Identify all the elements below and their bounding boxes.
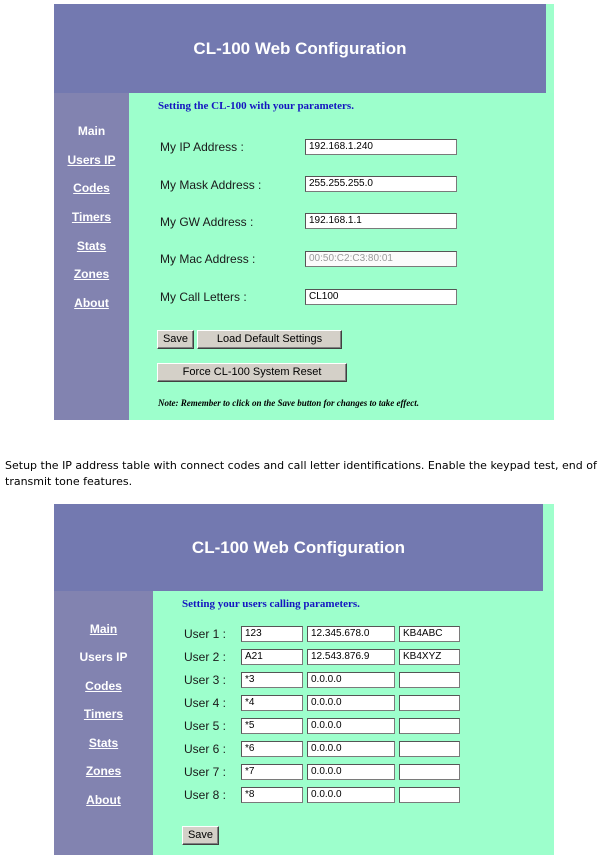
user-4-ip-input[interactable]: 0.0.0.0: [307, 695, 395, 711]
config-panel-main: [54, 4, 554, 420]
page-title: CL-100 Web Configuration: [193, 38, 407, 58]
nav-link-stats[interactable]: Stats: [76, 239, 107, 253]
page-header: [54, 504, 543, 591]
nav-link-timers[interactable]: Timers: [83, 707, 124, 721]
user-8-ip-input[interactable]: 0.0.0.0: [307, 787, 395, 803]
user-6-code-input[interactable]: *6: [241, 741, 303, 757]
user-5-call-input[interactable]: [399, 718, 460, 734]
nav-link-codes[interactable]: Codes: [73, 181, 110, 195]
section-heading: Setting the CL-100 with your parameters.: [158, 100, 354, 112]
nav-item-main: Main: [77, 124, 106, 138]
user-6-label: User 6 :: [184, 742, 227, 756]
user-7-code-input[interactable]: *7: [241, 764, 303, 780]
user-5-code-input[interactable]: *5: [241, 718, 303, 734]
nav-link-users-ip[interactable]: Users IP: [67, 153, 116, 167]
mask-address-input[interactable]: 255.255.255.0: [305, 176, 457, 192]
save-note: Note: Remember to click on the Save button for changes to take effect.: [158, 398, 420, 408]
page-header: [54, 4, 546, 93]
user-4-call-input[interactable]: [399, 695, 460, 711]
nav-item-users-ip: Users IP: [79, 650, 128, 664]
save-button[interactable]: Save: [182, 826, 219, 845]
user-4-code-input[interactable]: *4: [241, 695, 303, 711]
mac-address-input: 00:50:C2:C3:80:01: [305, 251, 457, 267]
user-5-ip-input[interactable]: 0.0.0.0: [307, 718, 395, 734]
sidebar-nav: [54, 93, 129, 420]
call-letters-input[interactable]: CL100: [305, 289, 457, 305]
user-7-ip-input[interactable]: 0.0.0.0: [307, 764, 395, 780]
page-title: CL-100 Web Configuration: [191, 537, 406, 557]
nav-link-main[interactable]: Main: [89, 622, 118, 636]
gw-address-label: My GW Address :: [160, 215, 254, 229]
header-edge: [543, 504, 554, 591]
user-7-label: User 7 :: [184, 765, 227, 779]
nav-link-zones[interactable]: Zones: [73, 267, 110, 281]
user-6-ip-input[interactable]: 0.0.0.0: [307, 741, 395, 757]
nav-link-timers[interactable]: Timers: [71, 210, 112, 224]
header-edge: [546, 4, 554, 93]
user-1-code-input[interactable]: 123: [241, 626, 303, 642]
force-system-reset-button[interactable]: Force CL-100 System Reset: [157, 363, 347, 382]
content-area: [153, 591, 554, 855]
user-1-call-input[interactable]: KB4ABC: [399, 626, 460, 642]
call-letters-label: My Call Letters :: [160, 290, 247, 304]
user-8-label: User 8 :: [184, 788, 227, 802]
user-7-call-input[interactable]: [399, 764, 460, 780]
user-4-label: User 4 :: [184, 696, 227, 710]
nav-link-stats[interactable]: Stats: [88, 736, 119, 750]
user-2-call-input[interactable]: KB4XYZ: [399, 649, 460, 665]
mac-address-label: My Mac Address :: [160, 252, 256, 266]
content-area: [129, 93, 554, 420]
user-5-label: User 5 :: [184, 719, 227, 733]
user-3-label: User 3 :: [184, 673, 227, 687]
config-panel-users: [54, 504, 554, 855]
description-text: Setup the IP address table with connect codes and call letter identifications. Enable the keypad test, end of transmit tone features.: [5, 459, 597, 488]
user-8-code-input[interactable]: *8: [241, 787, 303, 803]
nav-link-about[interactable]: About: [74, 296, 109, 310]
ip-address-input[interactable]: 192.168.1.240: [305, 139, 457, 155]
save-button[interactable]: Save: [157, 330, 194, 349]
user-1-ip-input[interactable]: 12.345.678.0: [307, 626, 395, 642]
user-3-ip-input[interactable]: 0.0.0.0: [307, 672, 395, 688]
nav-link-codes[interactable]: Codes: [85, 679, 122, 693]
gw-address-input[interactable]: 192.168.1.1: [305, 213, 457, 229]
nav-link-about[interactable]: About: [86, 793, 121, 807]
user-2-ip-input[interactable]: 12.543.876.9: [307, 649, 395, 665]
user-6-call-input[interactable]: [399, 741, 460, 757]
user-1-label: User 1 :: [184, 627, 227, 641]
nav-link-zones[interactable]: Zones: [85, 764, 122, 778]
user-3-code-input[interactable]: *3: [241, 672, 303, 688]
user-2-label: User 2 :: [184, 650, 227, 664]
sidebar-nav: [54, 591, 153, 855]
ip-address-label: My IP Address :: [160, 140, 244, 154]
user-8-call-input[interactable]: [399, 787, 460, 803]
load-default-settings-button[interactable]: Load Default Settings: [197, 330, 342, 349]
user-2-code-input[interactable]: A21: [241, 649, 303, 665]
mask-address-label: My Mask Address :: [160, 178, 262, 192]
user-3-call-input[interactable]: [399, 672, 460, 688]
section-heading: Setting your users calling parameters.: [182, 598, 360, 610]
